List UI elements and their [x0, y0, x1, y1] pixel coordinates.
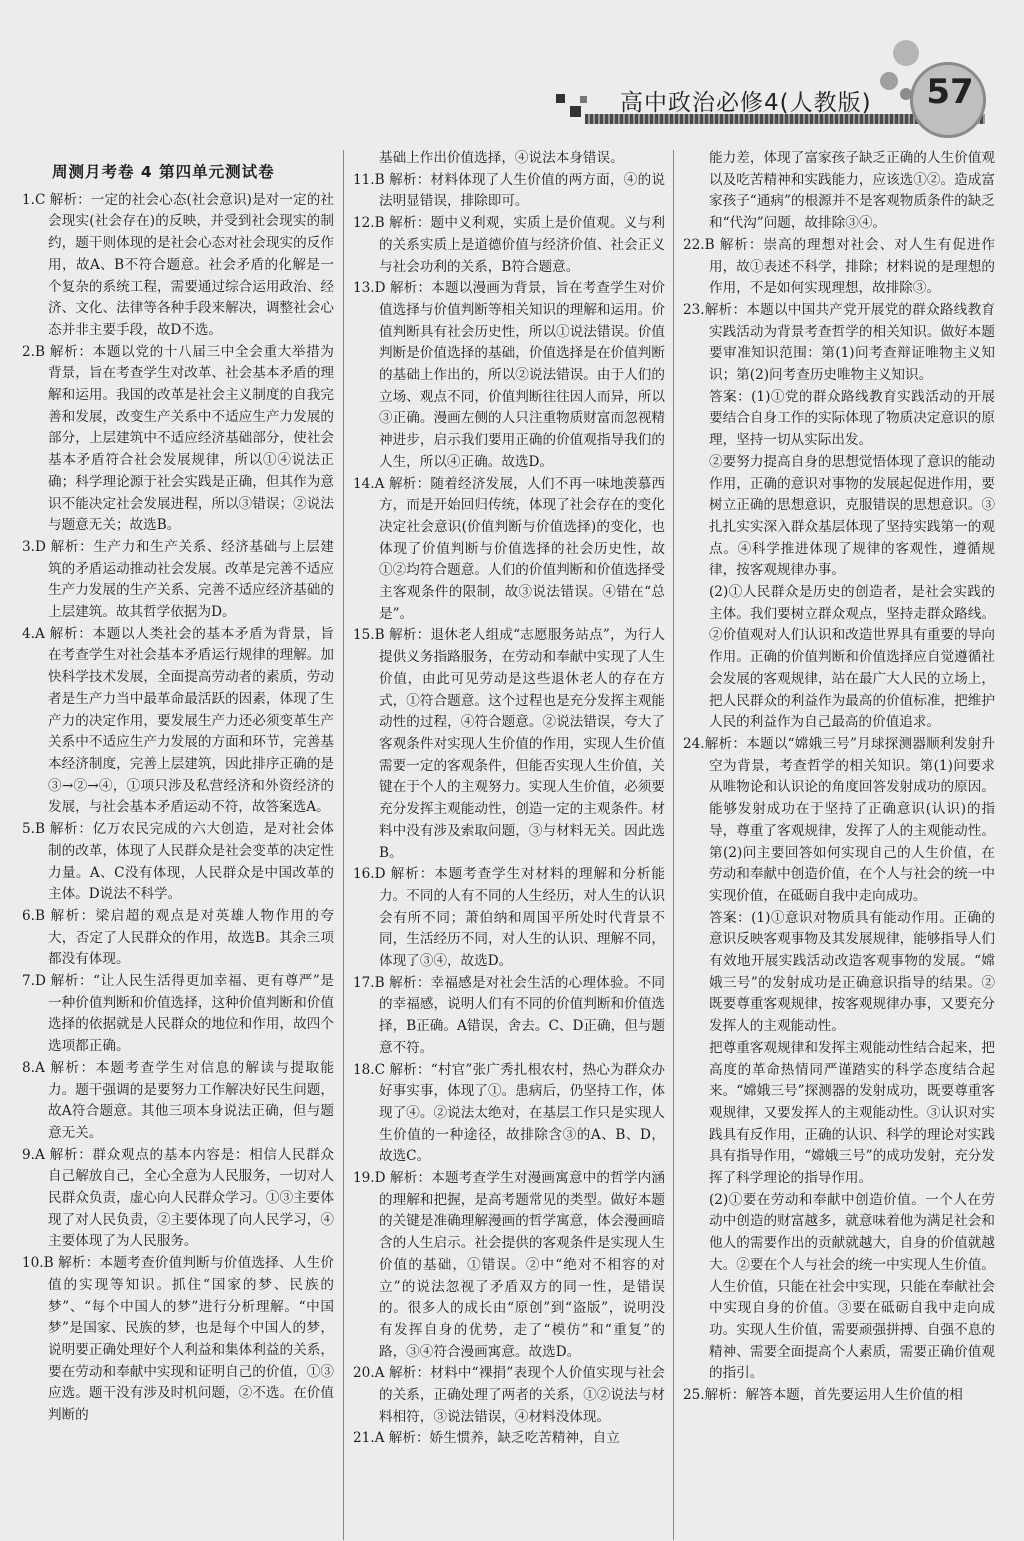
answer-paragraph: ②要努力提高自身的思想觉悟体现了意识的能动作用，正确的意识对事物的发展起促进作用，要树立正确的思想意识，克服错误的思想意识。③扎扎实实深入群众基层体现了坚持实践第一的观点。④科学推进体现了规律的客观性，遵循规律，按客观规律办事。	[709, 453, 995, 579]
answer-item: 15.B 解析：退休老人组成“志愿服务站点”，为行人提供义务指路服务，在劳动和奉献中实现了人生价值，由此可见劳动是这些退休老人的存在方式，①符合题意。这个过程也是充分发挥主观能动性的过程，④符合题意。②说法错误，夸大了客观条件对实现人生价值的作用，实现人生价值需要一定的客观条件，但能否实现人生价值，关键在于个人的主观努力。实现人生价值，必须要充分发挥主观能动性，创造一定的主观条件。材料中没有涉及索取问题，③与材料无关。因此选B。	[353, 627, 665, 861]
answer-item: 13.D 解析：本题以漫画为背景，旨在考查学生对价值选择与价值判断等相关知识的理解和运用。价值判断具有社会历史性，所以①说法错误。价值判断是价值选择的基础，价值选择是在价值判断的基础上作出的，所以②说法错误。由于人们的立场、观点不同，价值判断往往因人而异，所以③正确。漫画左侧的人只注重物质财富而忽视精神进步，启示我们要用正确的价值观指导我们的人生，所以④正确。故选D。	[353, 280, 665, 470]
page-number: 57	[926, 72, 974, 112]
answer-block: 答案：(1)①意识对物质具有能动作用。正确的意识反映客观事物及其发展规律，能够指导人们有效地开展实践活动改造客观事物的发展。“嫦娥三号”的发射成功是正确意识指导的结果。②既要尊重客观规律，按客观规律办事，又要充分发挥人的主观能动性。	[709, 909, 995, 1035]
answer-item: 6.B 解析：梁启超的观点是对英雄人物作用的夸大，否定了人民群众的作用，故选B。其余三项都没有体现。	[22, 907, 334, 968]
column-divider	[343, 150, 344, 1540]
answer-column-1	[22, 148, 334, 1540]
answer-item: 16.D 解析：本题考查学生对材料的理解和分析能力。不同的人有不同的人生经历，对人生的认识会有所不同；萧伯纳和周国平所处时代背景不同，生活经历不同，对人生的认识、理解不同，体现了③④，故选D。	[353, 866, 665, 970]
decorative-ball	[893, 40, 919, 66]
answer-column-2	[353, 148, 665, 1540]
answer-item: 7.D 解析：“让人民生活得更加幸福、更有尊严”是一种价值判断和价值选择，这种价值判断和价值选择的依据就是人民群众的地位和作用，故四个选项都正确。	[22, 973, 334, 1055]
answer-item: 25.解析：解答本题，首先要运用人生价值的相	[683, 1387, 963, 1404]
answer-item: 17.B 解析：幸福感是对社会生活的心理体验。不同的幸福感，说明人们有不同的价值判断和价值选择，B正确。A错误，舍去。C、D正确，但与题意不符。	[353, 974, 665, 1056]
answer-block: 答案：(1)①党的群众路线教育实践活动的开展要结合自身工作的实际体现了物质决定意识的原理，坚持一切从实际出发。	[709, 388, 995, 449]
answer-item: 9.A 解析：群众观点的基本内容是：相信人民群众自己解放自己，全心全意为人民服务，一切对人民群众负责，虚心向人民群众学习。①③主要体现了对人民负责，②主要体现了向人民学习，④主要体现了为人民服务。	[22, 1146, 334, 1250]
answer-item: 12.B 解析：题中义利观，实质上是价值观。义与利的关系实质上是道德价值与经济价值、社会正义与社会功利的关系，B符合题意。	[353, 215, 665, 275]
answer-column-3	[683, 148, 995, 1540]
answer-item: 21.A 解析：娇生惯养，缺乏吃苦精神，自立	[353, 1430, 620, 1447]
answer-item: 20.A 解析：材料中“裸捐”表现个人价值实现与社会的关系，正确处理了两者的关系，①②说法与材料相符，③说法错误，④材料没体现。	[353, 1365, 665, 1425]
answer-item: 18.C 解析：“村官”张广秀扎根农村，热心为群众办好事实事，体现了①。患病后，仍坚持工作，体现了④。②说法太绝对，在基层工作只是实现人生价值的一种途径，故排除含③的A、B、D，故选C。	[353, 1061, 665, 1165]
decorative-square	[570, 106, 581, 117]
answer-paragraph: (2)①要在劳动和奉献中创造价值。一个人在劳动中创造的财富越多，就意味着他为满足社会和他人的需要作出的贡献就越大，自身的价值就越大。②要在个人与社会的统一中实现人生价值。人生价值，只能在社会中实现，只能在奉献社会中实现自身的价值。③要在砥砺自我中走向成功。实现人生价值，需要顽强拼搏、自强不息的精神、需要全面提高个人素质，需要正确价值观的指引。	[709, 1191, 995, 1382]
answer-paragraph: 把尊重客观规律和发挥主观能动性结合起来，把高度的革命热情同严谨踏实的科学态度结合起来。“嫦娥三号”探测器的发射成功，既要尊重客观规律，又要发挥人的主观能动性。③认识对实践具有反作用，正确的认识、科学的理论对实践具有指导作用，“嫦娥三号”的成功发射，充分发挥了科学理论的指导作用。	[709, 1039, 995, 1187]
answer-item: 23.解析：本题以中国共产党开展党的群众路线教育实践活动为背景考查哲学的相关知识。做好本题要审准知识范围：第(1)问考查辩证唯物主义知识；第(2)问考查历史唯物主义知识。	[683, 301, 995, 384]
answer-continuation: 能力差，体现了富家孩子缺乏正确的人生价值观以及吃苦精神和实践能力，应该选①②。造成富家孩子“通病”的根源并不是客观物质条件的缺乏和“代沟”问题，故排除③④。	[709, 150, 995, 232]
answer-item: 24.解析：本题以“嫦娥三号”月球探测器顺利发射升空为背景，考查哲学的相关知识。第(1)问要求从唯物论和认识论的角度回答发射成功的原因。能够发射成功在于坚持了正确意识(认识)的指导，尊重了客观规律，发挥了人的主观能动性。第(2)问主要回答如何实现自己的人生价值，在劳动和奉献中创造价值，在个人与社会的统一中实现价值，在砥砺自我中走向成功。	[683, 735, 995, 904]
answer-item: 14.A 解析：随着经济发展，人们不再一味地羡慕西方，而是开始回归传统，体现了社会存在的变化决定社会意识(价值判断与价值选择)的变化，也体现了价值判断与价值选择的社会历史性，故①②均符合题意。人们的价值判断和价值选择受主客观条件的限制，故③说法错误。④错在“总是”。	[353, 475, 665, 622]
column-divider	[673, 150, 674, 1540]
answer-item: 2.B 解析：本题以党的十八届三中全会重大举措为背景，旨在考查学生对改革、社会基本矛盾的理解和运用。我国的改革是社会主义制度的自我完善和发展，改变生产关系中不适应生产力发展的部分，上层建筑中不适应经济基础部分，使社会基本矛盾符合社会发展规律，所以①④说法正确；科学理论源于社会实践是正确，但其作为意识不能决定社会发展进程，所以③错误；②说法与题意无关；故选B。	[22, 343, 334, 534]
answer-paragraph: (2)①人民群众是历史的创造者，是社会实践的主体。我们要树立群众观点，坚持走群众路线。②价值观对人们认识和改造世界具有重要的导向作用。正确的价值判断和价值选择应自觉遵循社会发展的客观规律，站在最广大人民的立场上，把人民群众的利益作为最高的价值标准，把维护人民的利益作为自己最高的价值追求。	[709, 584, 995, 731]
page-header	[0, 0, 1024, 150]
answer-item: 19.D 解析：本题考查学生对漫画寓意中的哲学内涵的理解和把握，是高考题常见的类型。做好本题的关键是准确理解漫画的哲学寓意，体会漫画暗含的人生启示。社会提供的客观条件是实现人生价值的基础，①错误。②中“绝对不相容的对立”的说法忽视了矛盾双方的同一性，是错误的。很多人的成长由“原创”到“盗版”，说明没有发挥自身的优势，走了“模仿”和“重复”的路，③④符合漫画寓意。故选D。	[353, 1170, 665, 1360]
answer-item: 1.C 解析：一定的社会心态(社会意识)是对一定的社会现实(社会存在)的反映，并受到社会现实的制约，题干则体现的是社会心态对社会现实的反作用，故A、B不符合题意。社会矛盾的化解是一个复杂的系统工程，需要通过综合运用政治、经济、文化、法律等各种手段来解决，调整社会心态并非主要手段，故D不选。	[22, 191, 334, 338]
answer-item: 22.B 解析：崇高的理想对社会、对人生有促进作用，故①表述不科学，排除；材料说的是理想的作用，不是如何实现理想，故排除③。	[683, 236, 995, 297]
answer-item: 3.D 解析：生产力和生产关系、经济基础与上层建筑的矛盾运动推动社会发展。改革是完善不适应生产力发展的生产关系、完善不适应经济基础的上层建筑。故其哲学依据为D。	[22, 538, 334, 621]
answer-item: 11.B 解析：材料体现了人生价值的两方面，④的说法明显错误，排除即可。	[353, 171, 665, 210]
book-title: 高中政治必修4(人教版)	[620, 90, 872, 116]
decorative-ball	[880, 72, 898, 90]
decorative-square	[556, 94, 565, 103]
answer-item: 5.B 解析：亿万农民完成的六大创造，是对社会体制的改革，体现了人民群众是社会变革的决定性力量。A、C没有体现，人民群众是中国改革的主体。D说法不科学。	[22, 821, 334, 903]
answer-continuation: 基础上作出价值选择，④说法本身错误。	[379, 150, 624, 166]
answer-item: 4.A 解析：本题以人类社会的基本矛盾为背景，旨在考查学生对社会基本矛盾运行规律的理解。加快科学技术发展，全面提高劳动者的素质，劳动者是生产力当中最革命最活跃的因素，体现了生产力的决定作用，要发展生产力还必须变革生产关系中不适应生产力发展的方面和环节，完善基本经济制度，完善上层建筑，因此排序正确的是③→②→④，①项只涉及私营经济和外资经济的发展，与社会基本矛盾运动不符，故答案选A。	[22, 625, 334, 816]
decorative-square	[580, 96, 587, 103]
answer-item: 8.A 解析：本题考查学生对信息的解读与提取能力。题干强调的是要努力工作解决好民生问题，故A符合题意。其他三项本身说法正确，但与题意无关。	[22, 1059, 334, 1141]
section-title: 周测月考卷 4 第四单元测试卷	[52, 163, 275, 181]
answer-item: 10.B 解析：本题考查价值判断与价值选择、人生价值的实现等知识。抓住“国家的梦、民族的梦”、“每个中国人的梦”进行分析理解。“中国梦”是国家、民族的梦，也是每个中国人的梦，说明要正确处理好个人利益和集体利益的关系，要在劳动和奉献中实现和证明自己的价值，①③应选。题干没有涉及时机问题，②不选。在价值判断的	[22, 1255, 334, 1424]
